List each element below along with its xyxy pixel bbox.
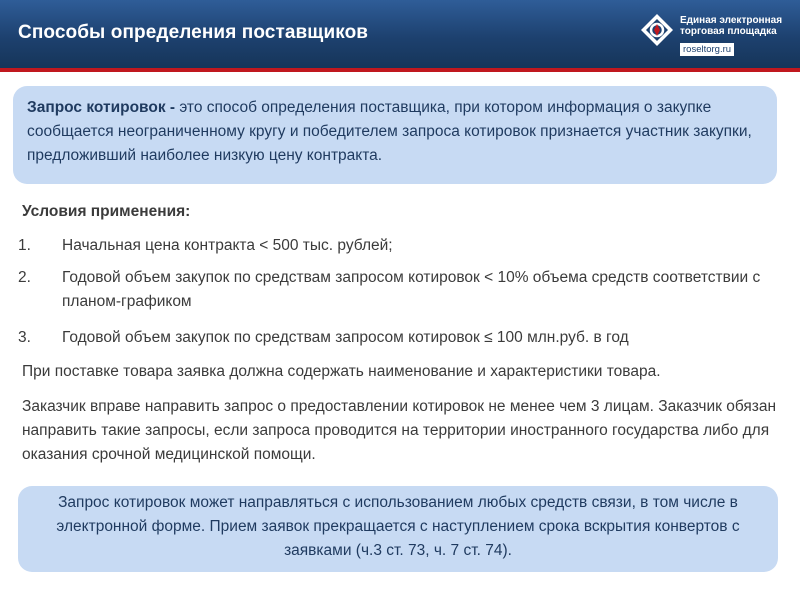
logo-mark-icon [640,13,674,47]
condition-text: Начальная цена контракта < 500 тыс. рублей; [62,237,393,254]
slide-header [0,0,800,68]
logo-url: roseltorg.ru [680,43,734,56]
conditions-title: Условия применения: [22,203,191,220]
paragraph: При поставке товара заявка должна содержать наименование и характеристики товара. [22,363,661,380]
slide-title: Способы определения поставщиков [18,22,369,43]
condition-text: Годовой объем закупок по средствам запросом котировок < 10% объема средств соответствии с планом-графиком [62,269,761,310]
definition-text: это способ определения поставщика, при котором информация о закупке сообщается неограниченному кругу и победителем запроса котировок признается участник закупки, предложивший наиболее низкую цену контракта. [27,99,752,164]
definition-callout [13,86,777,184]
condition-text: Годовой объем закупок по средствам запросом котировок ≤ 100 млн.руб. в год [62,329,629,346]
condition-number: 2. [18,269,31,286]
condition-number: 3. [18,329,31,346]
condition-number: 1. [18,237,31,254]
definition-term: Запрос котировок - [27,99,176,116]
header-accent-line [0,68,800,72]
logo-name: Единая электронная торговая площадка [680,15,783,37]
footer-callout: Запрос котировок может направляться с использованием любых средств связи, в том числе в электронной форме. Прием заявок прекращается с наступлением срока вскрытия конвертов с заявками (ч.3 ст. 73, ч. 7 ст. 74). [18,486,778,572]
roseltorg-logo [640,9,800,61]
paragraph: Заказчик вправе направить запрос о предоставлении котировок не менее чем 3 лицам. Заказчик обязан направить такие запросы, если запроса проводится на территории иностранного государства либо для оказания срочной медицинской помощи. [22,398,777,463]
